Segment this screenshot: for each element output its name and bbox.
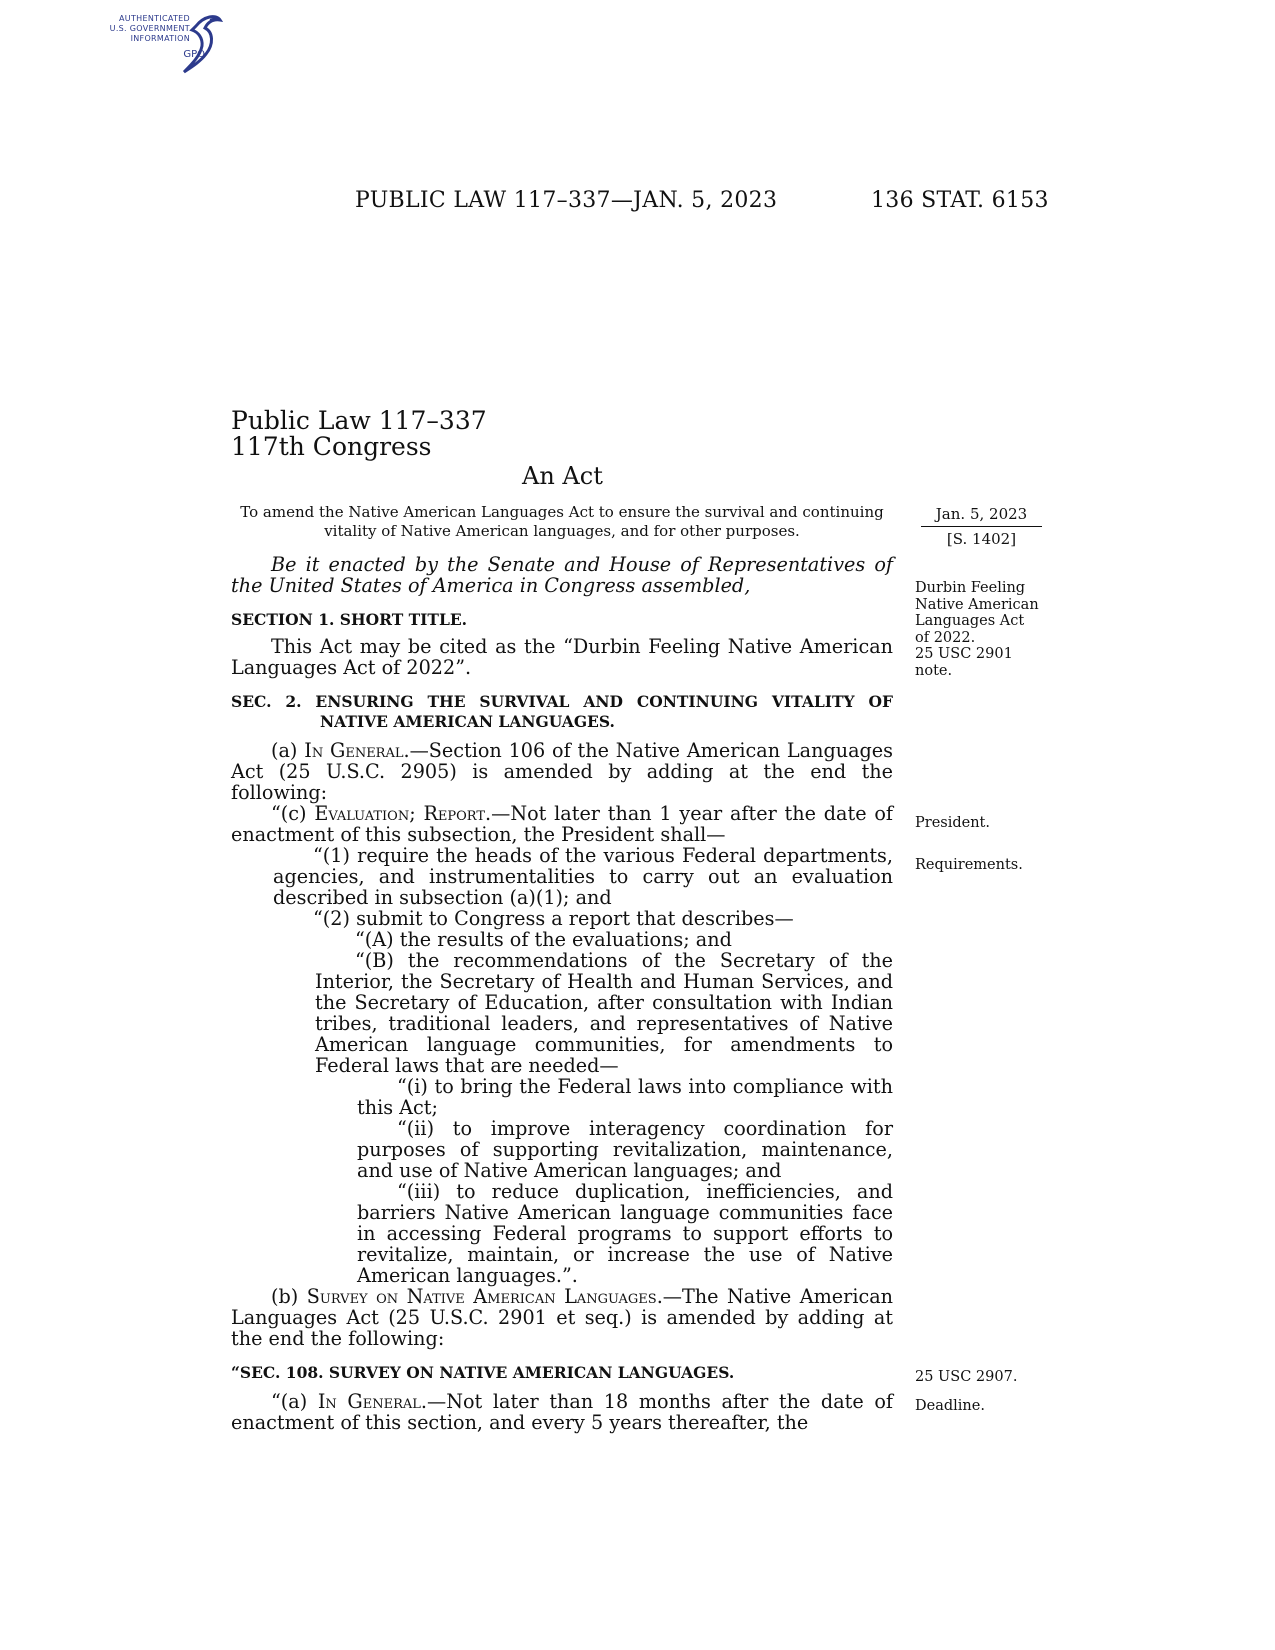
act-heading: An Act bbox=[522, 462, 603, 490]
seal-line: AUTHENTICATED bbox=[119, 14, 190, 23]
public-law-number: Public Law 117–337 bbox=[231, 406, 487, 435]
seal-gpo-label: GPO bbox=[183, 49, 205, 60]
sidenote-line: Durbin Feeling bbox=[915, 580, 1026, 596]
subsection-a-caption: In General bbox=[304, 739, 404, 762]
sidenote-short-title bbox=[915, 580, 1055, 679]
seal-line: U.S. GOVERNMENT bbox=[109, 24, 190, 33]
clause-iii: “(iii) to reduce duplication, inefficiencies, and barriers Native American language communities face in accessing Federal programs to support efforts to revitalize, maintain, or increase the use of Native American languages.”. bbox=[357, 1180, 893, 1287]
section-108-a-caption: In General bbox=[317, 1390, 421, 1413]
subsection-c-prefix: “(c) bbox=[271, 802, 315, 825]
subsection-b-text: .—The Native American Languages Act (25 U.S.C. 2901 et seq.) is amended by adding at the end the following: bbox=[231, 1285, 893, 1350]
sidenote-line: Native American bbox=[915, 596, 1039, 613]
purpose-statement: To amend the Native American Languages Act to ensure the survival and continuing vitality of Native American languages, and for other purposes. bbox=[240, 503, 884, 540]
subsection-a-text: .—Section 106 of the Native American Languages Act (25 U.S.C. 2905) is amended by adding at the end the following: bbox=[231, 739, 894, 804]
subsection-b-caption: Survey on Native American Languages bbox=[306, 1285, 657, 1308]
section-108-a-text: .—Not later than 18 months after the date of enactment of this section, and every 5 years thereafter, the bbox=[231, 1390, 893, 1434]
sidenote-line: 25 USC 2901 bbox=[915, 646, 1013, 662]
section-1-text: This Act may be cited as the “Durbin Feeling Native American Languages Act of 2022”. bbox=[231, 635, 893, 679]
sidenote-line: note. bbox=[915, 662, 953, 679]
subsection-a-prefix: (a) bbox=[271, 739, 305, 762]
section-2-heading: SEC. 2. ENSURING THE SURVIVAL AND CONTINUING VITALITY OF NATIVE AMERICAN LANGUAGES. bbox=[231, 692, 893, 731]
paragraph-1: “(1) require the heads of the various Federal departments, agencies, and instrumentalities to carry out an evaluation described in subsection (a)(1); and bbox=[273, 844, 893, 909]
congress-number: 117th Congress bbox=[231, 432, 432, 461]
section-108-a-prefix: “(a) bbox=[271, 1390, 318, 1413]
section-1-heading: SECTION 1. SHORT TITLE. bbox=[231, 610, 468, 629]
clause-i: “(i) to bring the Federal laws into compliance with this Act; bbox=[357, 1075, 893, 1119]
section-108-heading: “SEC. 108. SURVEY ON NATIVE AMERICAN LANGUAGES. bbox=[231, 1363, 735, 1382]
gpo-authentication-seal bbox=[92, 8, 227, 80]
subparagraph-a: “(A) the results of the evaluations; and bbox=[355, 928, 732, 951]
section-108-subsection-a bbox=[231, 1391, 893, 1433]
subsection-b bbox=[231, 1286, 893, 1349]
subparagraph-b: “(B) the recommendations of the Secretary of the Interior, the Secretary of Health and Human Services, and the Secretary of Education, after consultation with Indian tribes, traditional leaders, and representatives of Native American language communities, for amendments to Federal laws that are needed— bbox=[315, 949, 893, 1077]
enactment-date: Jan. 5, 2023 bbox=[921, 504, 1042, 527]
paragraph-2: “(2) submit to Congress a report that describes— bbox=[313, 907, 794, 930]
subsection-b-prefix: (b) bbox=[271, 1285, 307, 1308]
seal-line: INFORMATION bbox=[130, 34, 190, 43]
sidenote-line: of 2022. bbox=[915, 629, 976, 646]
sidenote-line: Languages Act bbox=[915, 613, 1025, 629]
sidenote-president: President. bbox=[915, 815, 990, 831]
subsection-c bbox=[231, 803, 893, 845]
statute-reference: 136 STAT. 6153 bbox=[871, 188, 1049, 213]
enacting-clause: Be it enacted by the Senate and House of Representatives of the United States of America in Congress assembled, bbox=[231, 553, 893, 597]
sidenote-requirements: Requirements. bbox=[915, 857, 1023, 873]
bill-number: [S. 1402] bbox=[946, 530, 1017, 548]
subsection-a bbox=[231, 740, 893, 803]
enactment-date-box bbox=[921, 504, 1042, 551]
sidenote-usc: 25 USC 2907. bbox=[915, 1369, 1018, 1385]
sidenote-deadline: Deadline. bbox=[915, 1398, 985, 1414]
clause-ii: “(ii) to improve interagency coordination for purposes of supporting revitalization, maintenance, and use of Native American languages; and bbox=[357, 1117, 893, 1182]
act-body bbox=[231, 554, 893, 1433]
subsection-c-caption: Evaluation; Report bbox=[314, 802, 486, 825]
running-head: PUBLIC LAW 117–337—JAN. 5, 2023 bbox=[355, 188, 778, 213]
subsection-c-text: .—Not later than 1 year after the date of enactment of this subsection, the President shall— bbox=[231, 802, 893, 846]
